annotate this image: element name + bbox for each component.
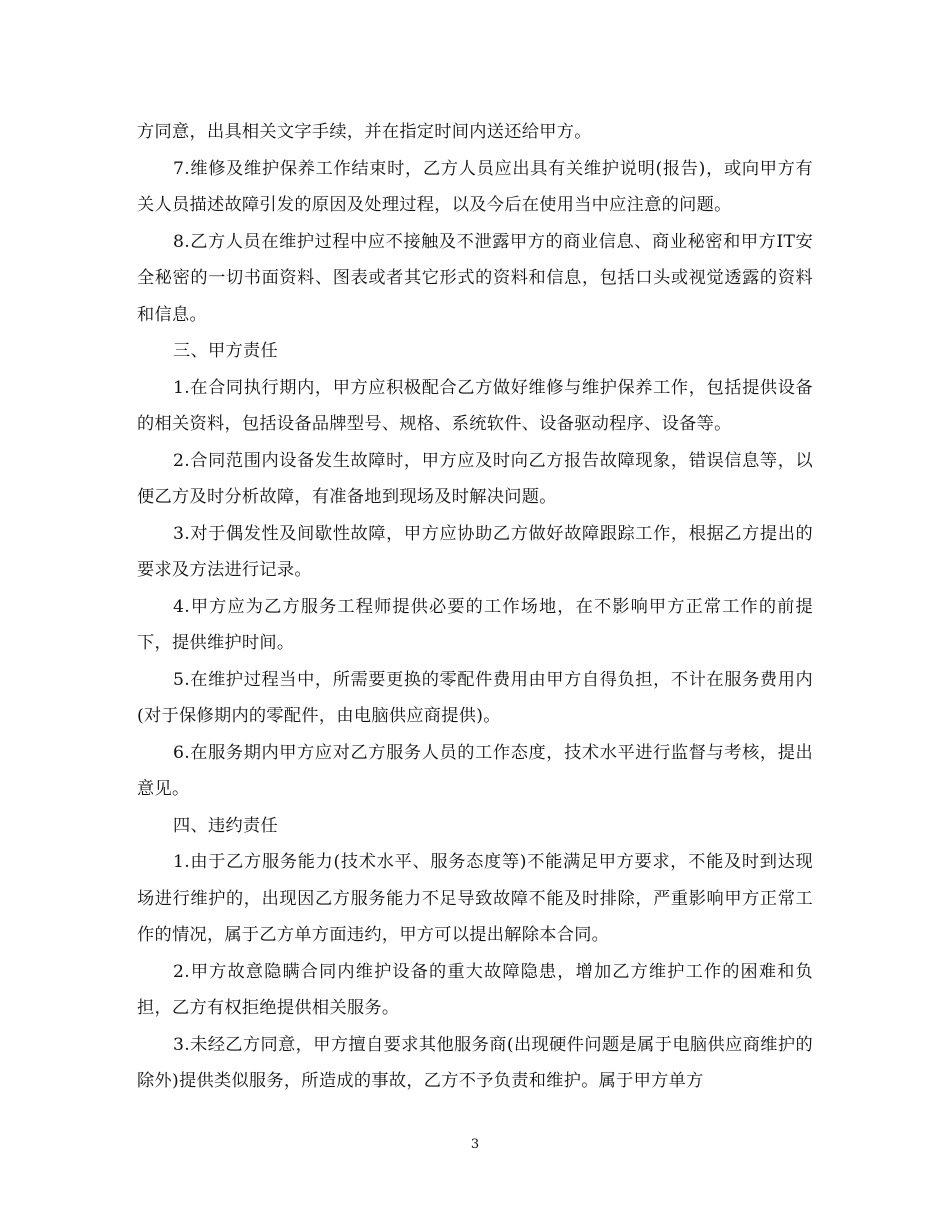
page-number: 3 (470, 1137, 480, 1152)
paragraph-party-a-clause-2: 2.合同范围内设备发生故障时，甲方应及时向乙方报告故障现象，错误信息等，以便乙方及时分析故障，有准备地到现场及时解决问题。 (137, 450, 813, 507)
paragraph-party-a-clause-1: 1.在合同执行期内，甲方应积极配合乙方做好维修与维护保养工作，包括提供设备的相关资料，包括设备品牌型号、规格、系统软件、设备驱动程序、设备等。 (137, 377, 813, 434)
paragraph-party-a-clause-4: 4.甲方应为乙方服务工程师提供必要的工作场地，在不影响甲方正常工作的前提下，提供维护时间。 (137, 596, 813, 653)
paragraph-breach-clause-2: 2.甲方故意隐瞒合同内维护设备的重大故障隐患，增加乙方维护工作的困难和负担，乙方有权拒绝提供相关服务。 (137, 961, 813, 1018)
paragraph-clause-8: 8.乙方人员在维护过程中应不接触及不泄露甲方的商业信息、商业秘密和甲方IT安全秘密的一切书面资料、图表或者其它形式的资料和信息，包括口头或视觉透露的资料和信息。 (137, 231, 813, 325)
section-heading-breach-liability: 四、违约责任 (173, 815, 278, 836)
paragraph-clause-7: 7.维修及维护保养工作结束时，乙方人员应出具有关维护说明(报告)，或向甲方有关人员描述故障引发的原因及处理过程，以及今后在使用当中应注意的问题。 (137, 158, 813, 215)
paragraph-continuation: 方同意，出具相关文字手续，并在指定时间内送还给甲方。 (137, 122, 592, 142)
section-heading-party-a-duties: 三、甲方责任 (173, 341, 278, 361)
paragraph-party-a-clause-3: 3.对于偶发性及间歇性故障，甲方应协助乙方做好故障跟踪工作，根据乙方提出的要求及方法进行记录。 (137, 523, 813, 580)
paragraph-breach-clause-3: 3.未经乙方同意，甲方擅自要求其他服务商(出现硬件问题是属于电脑供应商维护的除外)提供类似服务，所造成的事故，乙方不予负责和维护。属于甲方单方 (137, 1034, 813, 1091)
document-body (137, 114, 813, 1100)
paragraph-party-a-clause-5: 5.在维护过程当中，所需要更换的零配件费用由甲方自得负担，不计在服务费用内(对于保修期内的零配件，由电脑供应商提供)。 (137, 669, 813, 726)
paragraph-breach-clause-1: 1.由于乙方服务能力(技术水平、服务态度等)不能满足甲方要求，不能及时到达现场进行维护的，出现因乙方服务能力不足导致故障不能及时排除，严重影响甲方正常工作的情况，属于乙方单方面违约，甲方可以提出解除本合同。 (137, 852, 813, 945)
paragraph-party-a-clause-6: 6.在服务期内甲方应对乙方服务人员的工作态度，技术水平进行监督与考核，提出意见。 (137, 742, 813, 799)
